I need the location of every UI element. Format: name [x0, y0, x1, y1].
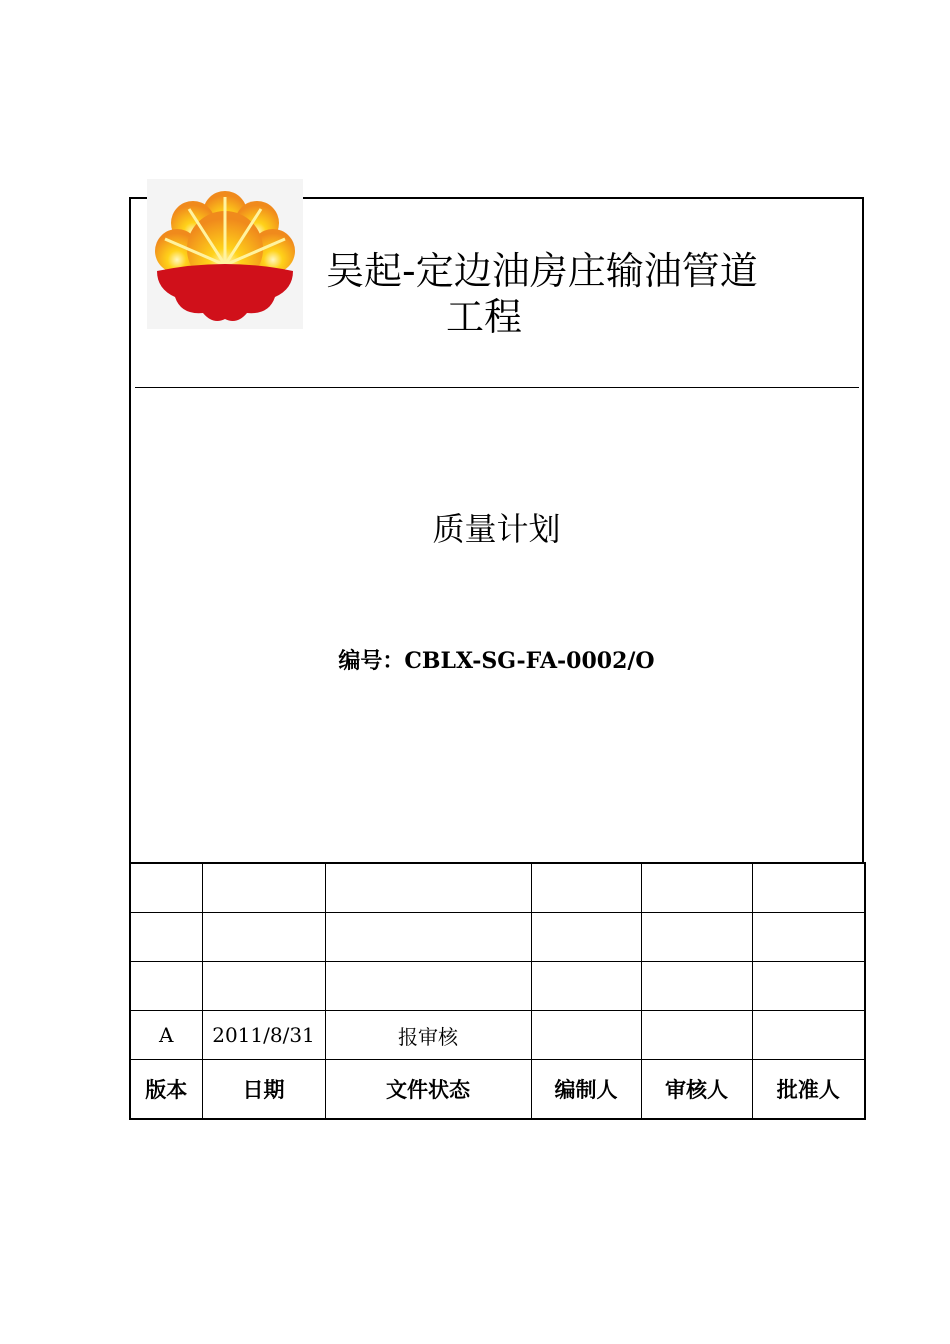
date-cell: 2011/8/31	[202, 1011, 325, 1060]
table-cell	[202, 912, 325, 961]
table-cell	[325, 863, 531, 912]
header-divider	[135, 387, 859, 388]
document-number	[131, 644, 862, 675]
table-cell	[531, 863, 641, 912]
table-cell	[641, 1011, 752, 1060]
status-cell: 报审核	[325, 1011, 531, 1060]
table-cell	[531, 961, 641, 1010]
table-cell	[202, 863, 325, 912]
table-row	[130, 1011, 865, 1060]
table-cell	[531, 1011, 641, 1060]
version-cell: A	[130, 1011, 202, 1060]
cnpc-logo-icon	[147, 179, 303, 329]
project-title	[300, 248, 820, 340]
header-date: 日期	[202, 1060, 325, 1119]
table-cell	[130, 863, 202, 912]
table-cell	[752, 961, 865, 1010]
table-cell	[531, 912, 641, 961]
header-status: 文件状态	[325, 1060, 531, 1119]
table-cell	[130, 912, 202, 961]
revision-table	[129, 862, 866, 1120]
table-cell	[752, 912, 865, 961]
table-row	[130, 961, 865, 1010]
table-cell	[130, 961, 202, 1010]
table-cell	[641, 912, 752, 961]
document-number-label: 编号：	[338, 649, 405, 674]
project-title-line2: 工程	[446, 295, 523, 339]
header-reviewer: 审核人	[641, 1060, 752, 1119]
project-title-line1: 吴起-定边油房庄输油管道	[326, 249, 758, 293]
table-cell	[752, 1011, 865, 1060]
table-row	[130, 912, 865, 961]
table-cell	[641, 961, 752, 1010]
document-number-value: CBLX-SG-FA-0002/O	[404, 648, 655, 674]
table-cell	[752, 863, 865, 912]
header-approver: 批准人	[752, 1060, 865, 1119]
table-cell	[641, 863, 752, 912]
table-cell	[325, 961, 531, 1010]
header-author: 编制人	[531, 1060, 641, 1119]
table-cell	[325, 912, 531, 961]
table-row	[130, 863, 865, 912]
table-cell	[202, 961, 325, 1010]
document-name: 质量计划	[432, 510, 561, 548]
header-version: 版本	[130, 1060, 202, 1119]
table-header-row	[130, 1060, 865, 1119]
